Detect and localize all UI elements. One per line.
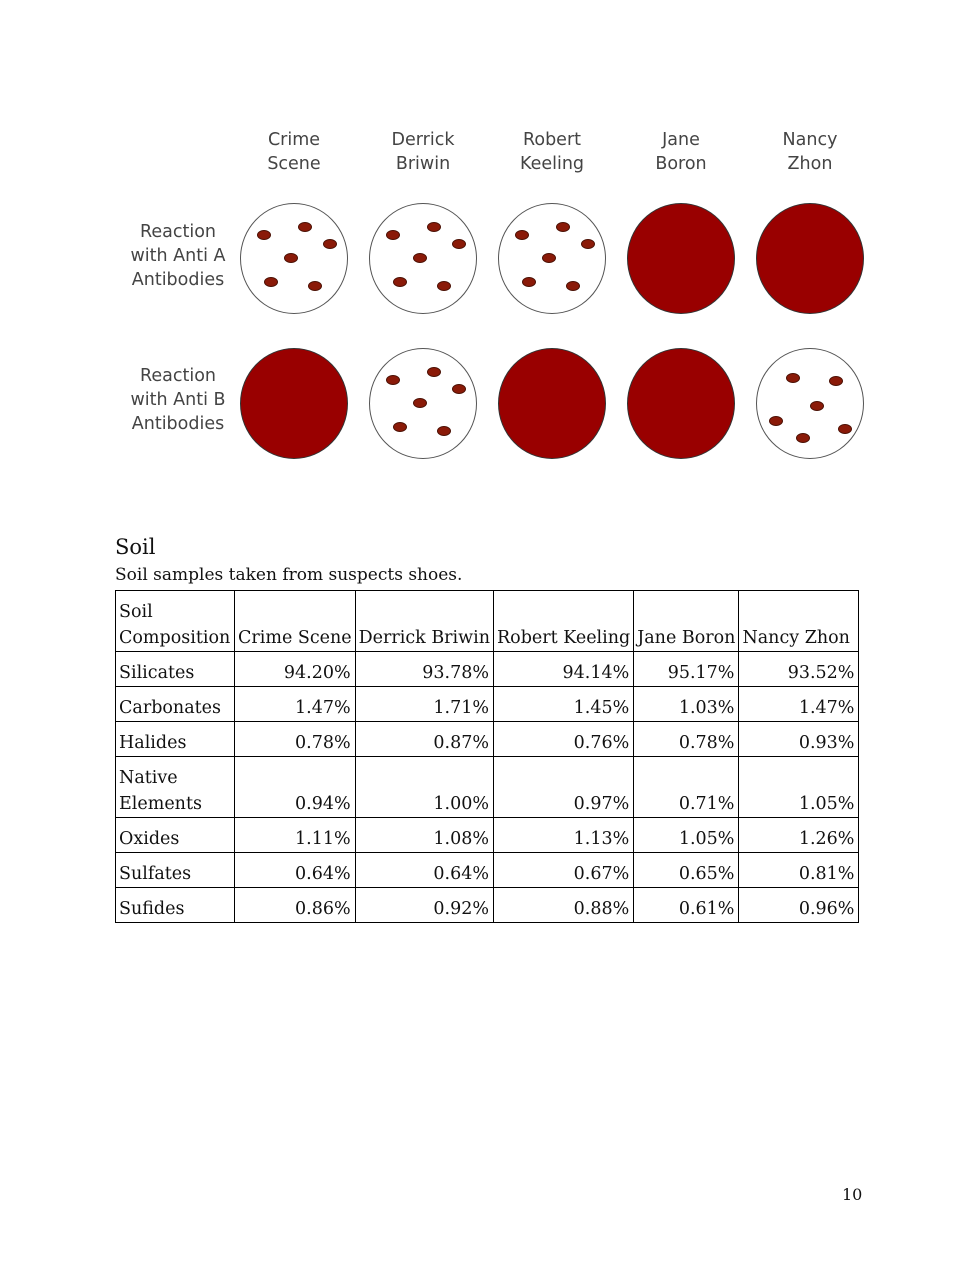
- clump-dot: [796, 433, 810, 443]
- cell-value: 0.78%: [634, 722, 739, 757]
- clump-dot: [810, 401, 824, 411]
- header-nancy-zhon: Nancy Zhon: [739, 591, 859, 652]
- plate-anti-b-nancy-zhon: [756, 348, 864, 459]
- clump-dot: [323, 239, 337, 249]
- cell-value: 1.11%: [235, 818, 356, 853]
- header-jane-boron: Jane Boron: [634, 591, 739, 652]
- row-name: Oxides: [116, 818, 235, 853]
- clump-dot: [452, 239, 466, 249]
- clump-dot: [298, 222, 312, 232]
- cell-value: 1.08%: [355, 818, 493, 853]
- clump-dot: [257, 230, 271, 240]
- cell-value: 0.93%: [739, 722, 859, 757]
- cell-value: 1.05%: [634, 818, 739, 853]
- cell-value: 0.64%: [235, 853, 356, 888]
- row-name: Native Elements: [116, 757, 235, 818]
- row-name: Silicates: [116, 652, 235, 687]
- clump-dot: [515, 230, 529, 240]
- table-header-row: [116, 591, 859, 652]
- cell-value: 93.78%: [355, 652, 493, 687]
- row-name: Halides: [116, 722, 235, 757]
- row-name: Sulfates: [116, 853, 235, 888]
- blood-typing-figure: [0, 0, 979, 480]
- clump-dot: [413, 253, 427, 263]
- page-number: 10: [842, 1185, 863, 1204]
- row-label-anti-a: Reaction with Anti A Antibodies: [130, 222, 226, 290]
- cell-value: 0.96%: [739, 888, 859, 923]
- soil-heading: Soil: [115, 535, 156, 559]
- clump-dot: [829, 376, 843, 386]
- plate-anti-a-nancy-zhon: [756, 203, 864, 314]
- table-row: [116, 818, 859, 853]
- table-row: [116, 652, 859, 687]
- clump-dot: [522, 277, 536, 287]
- plate-anti-b-crime-scene: [240, 348, 348, 459]
- table-row: [116, 853, 859, 888]
- clump-dot: [427, 367, 441, 377]
- cell-value: 0.71%: [634, 757, 739, 818]
- plate-anti-a-derrick-briwin: [369, 203, 477, 314]
- clump-dot: [566, 281, 580, 291]
- cell-value: 1.47%: [739, 687, 859, 722]
- row-name: Carbonates: [116, 687, 235, 722]
- clump-dot: [386, 375, 400, 385]
- clump-dot: [769, 416, 783, 426]
- clump-dot: [284, 253, 298, 263]
- header-crime-scene: Crime Scene: [235, 591, 356, 652]
- clump-dot: [393, 422, 407, 432]
- table-row: [116, 687, 859, 722]
- cell-value: 0.87%: [355, 722, 493, 757]
- cell-value: 94.14%: [494, 652, 634, 687]
- row-name: Sufides: [116, 888, 235, 923]
- clump-dot: [786, 373, 800, 383]
- plate-anti-a-jane-boron: [627, 203, 735, 314]
- plate-anti-a-robert-keeling: [498, 203, 606, 314]
- clump-dot: [437, 281, 451, 291]
- header-robert-keeling: Robert Keeling: [494, 591, 634, 652]
- cell-value: 0.78%: [235, 722, 356, 757]
- clump-dot: [308, 281, 322, 291]
- soil-caption: Soil samples taken from suspects shoes.: [115, 565, 463, 585]
- cell-value: 1.03%: [634, 687, 739, 722]
- cell-value: 0.97%: [494, 757, 634, 818]
- cell-value: 1.05%: [739, 757, 859, 818]
- cell-value: 1.26%: [739, 818, 859, 853]
- cell-value: 0.94%: [235, 757, 356, 818]
- cell-value: 0.86%: [235, 888, 356, 923]
- plate-anti-b-jane-boron: [627, 348, 735, 459]
- clump-dot: [427, 222, 441, 232]
- clump-dot: [556, 222, 570, 232]
- plate-anti-b-derrick-briwin: [369, 348, 477, 459]
- cell-value: 1.71%: [355, 687, 493, 722]
- cell-value: 1.47%: [235, 687, 356, 722]
- cell-value: 95.17%: [634, 652, 739, 687]
- table-row: [116, 722, 859, 757]
- cell-value: 0.92%: [355, 888, 493, 923]
- cell-value: 0.61%: [634, 888, 739, 923]
- cell-value: 0.65%: [634, 853, 739, 888]
- clump-dot: [452, 384, 466, 394]
- cell-value: 0.67%: [494, 853, 634, 888]
- plate-anti-b-robert-keeling: [498, 348, 606, 459]
- plate-anti-a-crime-scene: [240, 203, 348, 314]
- cell-value: 1.45%: [494, 687, 634, 722]
- cell-value: 0.81%: [739, 853, 859, 888]
- table-row: [116, 757, 859, 818]
- column-header-robert-keeling: Robert Keeling: [519, 130, 585, 174]
- table-row: [116, 888, 859, 923]
- clump-dot: [413, 398, 427, 408]
- clump-dot: [264, 277, 278, 287]
- row-label-anti-b: Reaction with Anti B Antibodies: [130, 366, 226, 434]
- column-header-jane-boron: Jane Boron: [655, 130, 707, 174]
- cell-value: 1.13%: [494, 818, 634, 853]
- column-header-nancy-zhon: Nancy Zhon: [782, 130, 838, 174]
- clump-dot: [393, 277, 407, 287]
- clump-dot: [581, 239, 595, 249]
- clump-dot: [838, 424, 852, 434]
- column-header-derrick-briwin: Derrick Briwin: [391, 130, 455, 174]
- cell-value: 0.88%: [494, 888, 634, 923]
- soil-composition-table: [115, 590, 859, 923]
- header-derrick-briwin: Derrick Briwin: [355, 591, 493, 652]
- cell-value: 94.20%: [235, 652, 356, 687]
- clump-dot: [437, 426, 451, 436]
- cell-value: 0.76%: [494, 722, 634, 757]
- header-soil-composition: Soil Composition: [116, 591, 235, 652]
- cell-value: 1.00%: [355, 757, 493, 818]
- cell-value: 93.52%: [739, 652, 859, 687]
- cell-value: 0.64%: [355, 853, 493, 888]
- column-header-crime-scene: Crime Scene: [267, 130, 321, 174]
- clump-dot: [542, 253, 556, 263]
- clump-dot: [386, 230, 400, 240]
